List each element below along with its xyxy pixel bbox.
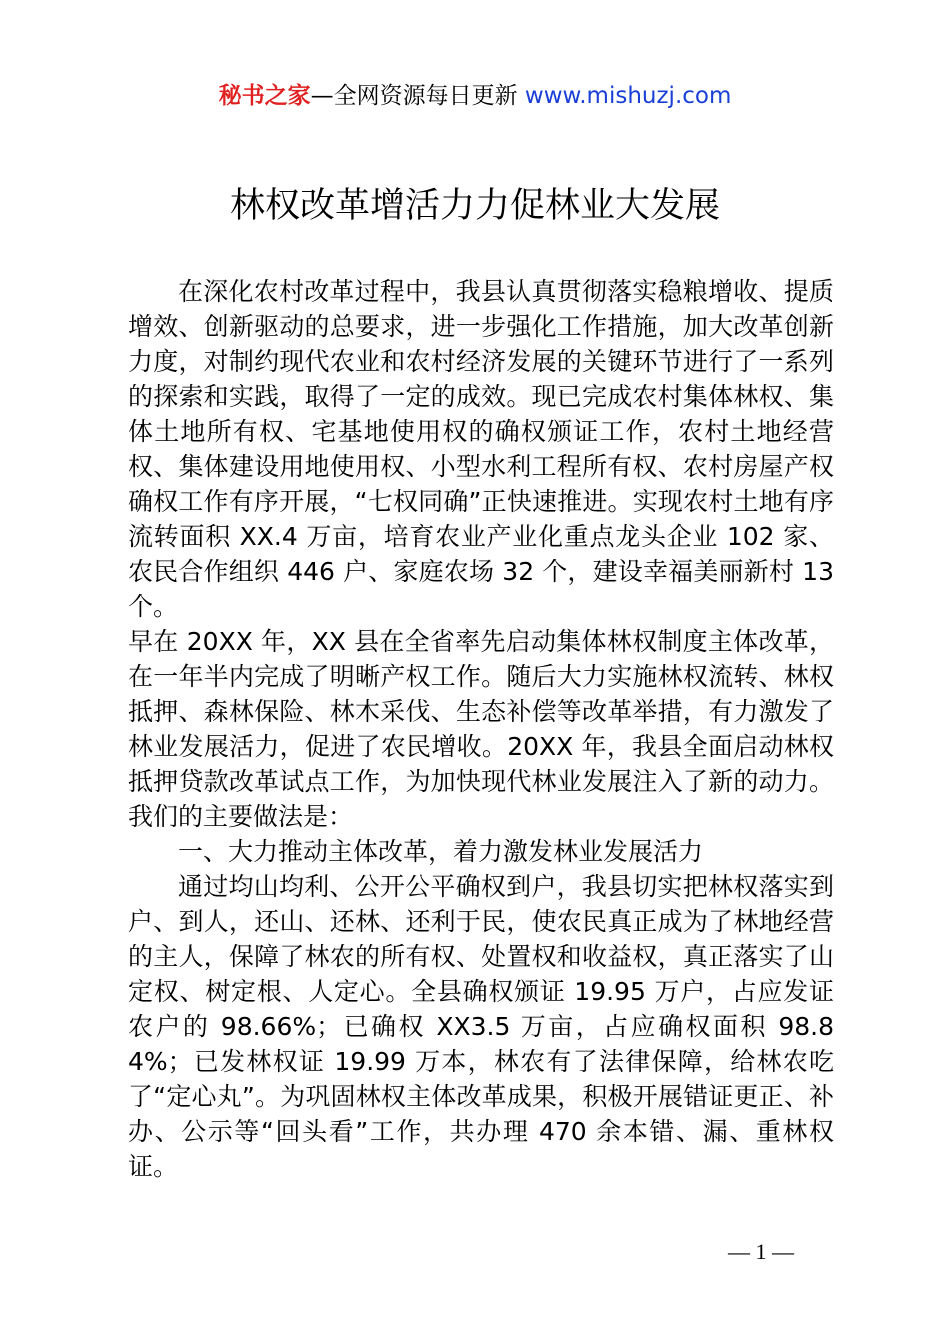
paragraph-intro: 在深化农村改革过程中，我县认真贯彻落实稳粮增收、提质增效、创新驱动的总要求，进一步强化工作措施，加大改革创新力度，对制约现代农业和农村经济发展的关键环节进行了一系列的探索和实践，取得了一定的成效。现已完成农村集体林权、集体土地所有权、宅基地使用权的确权颁证工作，农村土地经营权、集体建设用地使用权、小型水利工程所有权、农村房屋产权确权工作有序开展，“七权同确”正快速推进。实现农村土地有序流转面积 XX.4 万亩，培育农业产业化重点龙头企业 102 家、农民合作组织 446 户、家庭农场 32 个，建设幸福美丽新村 13 个。	[128, 277, 834, 621]
site-url[interactable]: www.mishuzj.com	[524, 83, 732, 109]
header-slogan: —全网资源每日更新	[310, 83, 525, 109]
brand-name: 秘书之家	[218, 83, 311, 109]
paragraph-section-1: 通过均山均利、公开公平确权到户，我县切实把林权落实到户、到人，还山、还林、还利于民，使农民真正成为了林地经营的主人，保障了林农的所有权、处置权和收益权，真正落实了山定权、树定根、人定心。全县确权颁证 19.95 万户，占应发证农户的 98.66%；已确权 XX3.5 万亩，占应确权面积 98.84%；已发林权证 19.99 万本，林农有了法律保障，给林农吃了“定心丸”。为巩固林权主体改革成果，积极开展错证更正、补办、公示等“回头看”工作，共办理 470 余本错、漏、重林权证。	[128, 872, 834, 1181]
document-body	[128, 274, 834, 1184]
site-header	[0, 79, 950, 113]
page-number: — 1 —	[728, 1239, 794, 1264]
section-heading-1: 一、大力推动主体改革，着力激发林业发展活力	[178, 837, 704, 866]
paragraph-background: 早在 20XX 年，XX 县在全省率先启动集体林权制度主体改革，在一年半内完成了明晰产权工作。随后大力实施林权流转、林权抵押、森林保险、林木采伐、生态补偿等改革举措，有力激发了林业发展活力，促进了农民增收。20XX 年，我县全面启动林权抵押贷款改革试点工作，为加快现代林业发展注入了新的动力。我们的主要做法是：	[128, 627, 834, 831]
document-title: 林权改革增活力力促林业大发展	[229, 186, 720, 226]
